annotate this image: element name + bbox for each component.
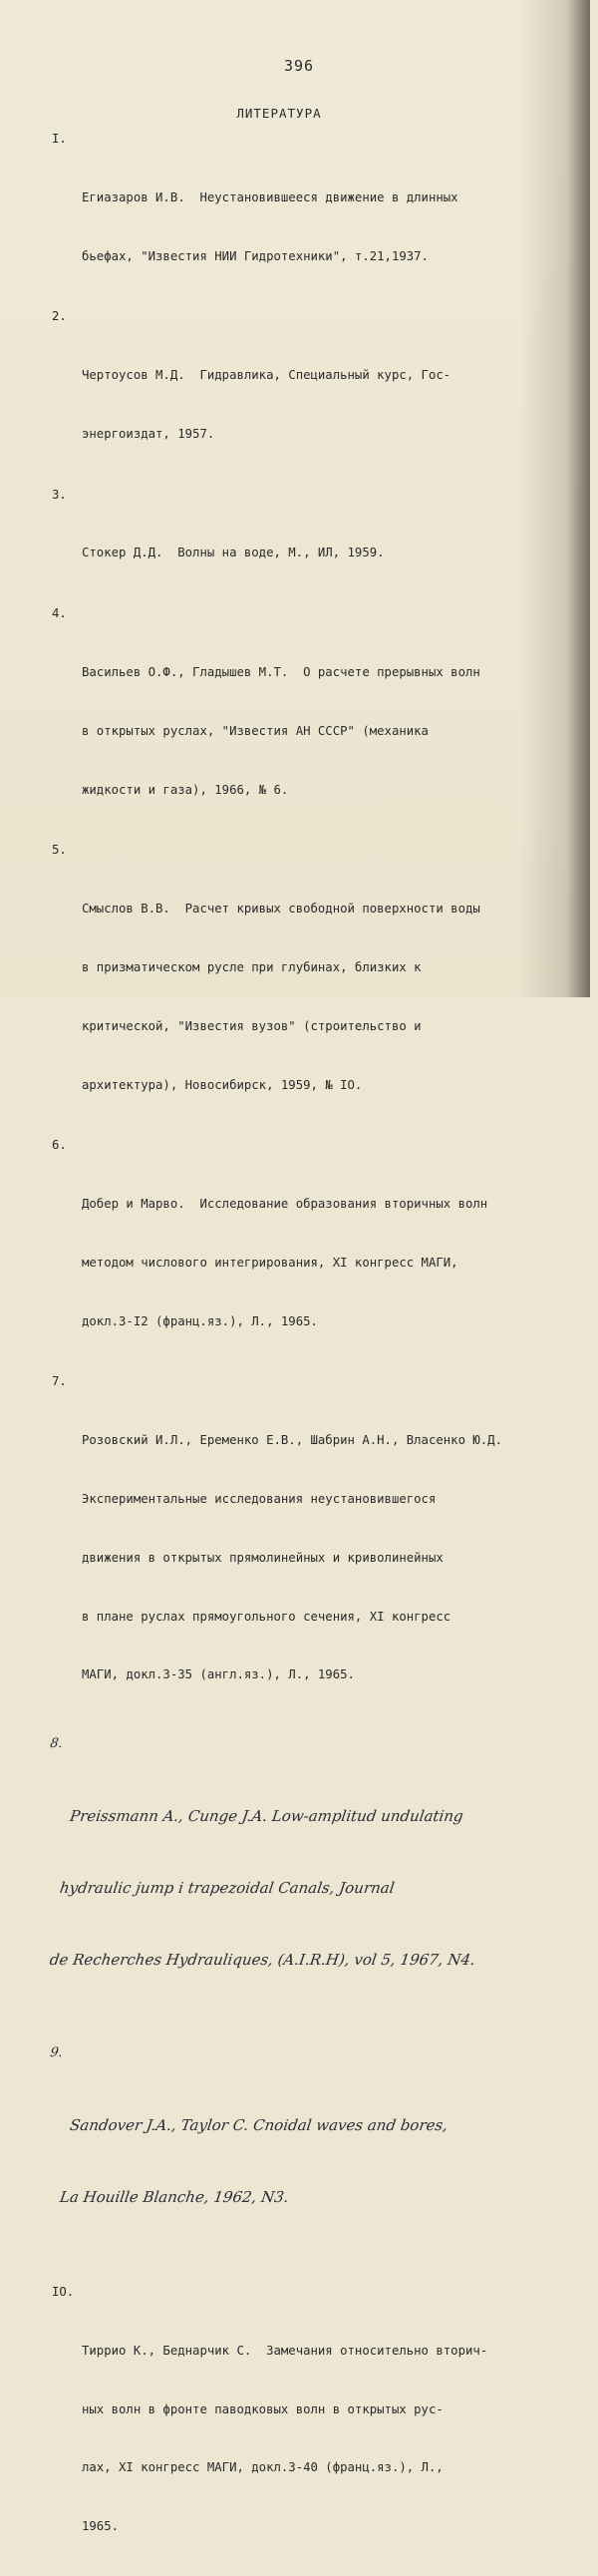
reference-number: 7. — [52, 1374, 67, 1389]
page-number: 396 — [283, 57, 315, 75]
reference-number: 9. — [49, 2045, 64, 2061]
reference-line: движения в открытых прямолинейных и криволинейных — [82, 1550, 444, 1565]
reference-number: 5. — [52, 843, 67, 858]
reference-number: 4. — [52, 606, 67, 621]
reference-line: hydraulic jump i trapezoidal Canals, Journal — [58, 1879, 396, 1898]
reference-item — [52, 841, 530, 1134]
reference-line: в плане руслах прямоугольного сечения, XI конгресс — [82, 1609, 451, 1624]
reference-line: жидкости и газа), 1966, № 6. — [82, 782, 289, 797]
reference-number: 8. — [49, 1736, 64, 1752]
reference-line: Sandover J.A., Taylor C. Cnoidal waves and bores, — [68, 2116, 449, 2135]
reference-line: Preissmann A., Cunge J.A. Low-amplitud undulating — [68, 1807, 464, 1826]
reference-line: 1965. — [82, 2519, 120, 2534]
reference-item — [52, 2283, 530, 2576]
reference-line: Экспериментальные исследования неустановившегося — [82, 1491, 437, 1506]
handwritten-reference-item — [12, 1732, 530, 2020]
reference-line: докл.3-I2 (франц.яз.), Л., 1965. — [82, 1313, 318, 1328]
reference-number: 2. — [52, 309, 67, 324]
reference-line: Добер и Марво. Исследование образования вторичных волн — [82, 1197, 488, 1212]
reference-line: в открытых руслах, "Известия АН СССР" (механика — [82, 723, 429, 738]
reference-item — [52, 1136, 530, 1370]
reference-list — [48, 130, 530, 2576]
reference-item — [52, 486, 530, 603]
reference-line: методом числового интегрирования, XI конгресс МАГИ, — [82, 1255, 458, 1270]
reference-number: IO. — [52, 2285, 75, 2300]
reference-line: архитектура), Новосибирск, 1959, № IO. — [82, 1077, 363, 1092]
reference-number: I. — [52, 132, 67, 146]
reference-item — [52, 1372, 530, 1724]
reference-line: Егиазаров И.В. Неустановившееся движение в длинных — [82, 189, 458, 204]
page-title: ЛИТЕРАТУРА — [236, 106, 322, 121]
reference-line: Стокер Д.Д. Волны на воде, М., ИЛ, 1959. — [82, 546, 385, 560]
reference-line: в призматическом русле при глубинах, близких к — [82, 959, 422, 974]
reference-line: Смыслов В.В. Расчет кривых свободной поверхности воды — [82, 902, 480, 917]
reference-item — [52, 130, 530, 305]
reference-line: Розовский И.Л., Еременко Е.В., Шабрин А.Н., Власенко Ю.Д. — [82, 1433, 502, 1448]
reference-line: La Houille Blanche, 1962, N3. — [58, 2188, 290, 2207]
handwritten-reference-item — [22, 2041, 530, 2257]
reference-line: de Recherches Hydrauliques, (A.I.R.H), vol 5, 1967, N4. — [48, 1951, 477, 1970]
reference-item — [52, 604, 530, 839]
reference-line: ных волн в фронте паводковых волн в открытых рус- — [82, 2401, 444, 2416]
reference-line: Васильев О.Ф., Гладышев М.Т. О расчете прерывных волн — [82, 665, 480, 680]
reference-line: критической, "Известия вузов" (строительство и — [82, 1018, 422, 1033]
reference-line: Тиррио К., Беднарчик С. Замечания относительно вторич- — [82, 2343, 488, 2358]
reference-number: 3. — [52, 487, 67, 502]
reference-line: бьефах, "Известия НИИ Гидротехники", т.21,1937. — [82, 248, 429, 263]
reference-line: лах, XI конгресс МАГИ, докл.3-40 (франц.яз.), Л., — [82, 2460, 444, 2475]
reference-line: энергоиздат, 1957. — [82, 426, 215, 441]
reference-number: 6. — [52, 1138, 67, 1153]
reference-line: Чертоусов М.Д. Гидравлика, Специальный курс, Гос- — [82, 368, 451, 383]
reference-item — [52, 307, 530, 483]
reference-line: МАГИ, докл.3-35 (англ.яз.), Л., 1965. — [82, 1667, 355, 1682]
